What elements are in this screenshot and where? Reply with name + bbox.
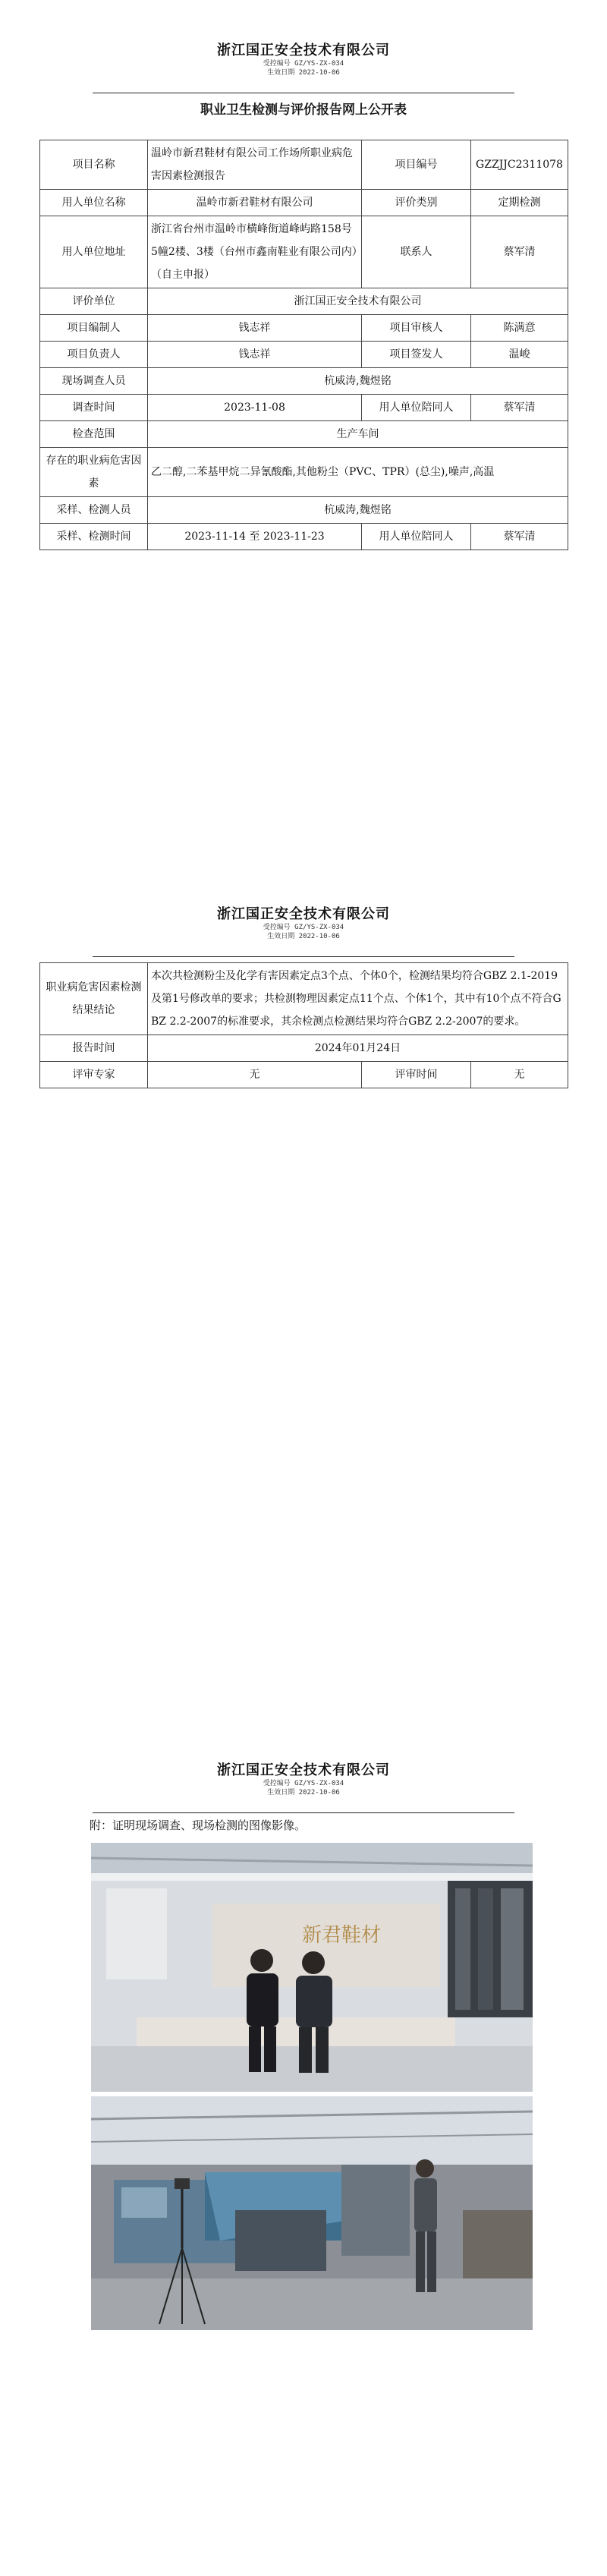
table-row <box>40 315 568 342</box>
table-row <box>40 395 568 421</box>
table-row <box>40 1062 568 1088</box>
site-inspection-photo-art <box>91 2096 533 2330</box>
cell-label: 评审专家 <box>40 1062 148 1088</box>
cell-label: 联系人 <box>362 216 471 288</box>
table-row <box>40 190 568 216</box>
shop-sign: 新君鞋材 <box>301 1924 382 1947</box>
cell-label: 存在的职业病危害因素 <box>40 448 148 497</box>
cell-label: 报告时间 <box>40 1035 148 1062</box>
site-inspection-photo <box>91 2096 533 2330</box>
evaluation-unit: 浙江国正安全技术有限公司 <box>148 288 568 315</box>
reviewer: 陈满意 <box>471 315 568 342</box>
effective-date: 生效日期 2022-10-06 <box>267 933 340 940</box>
table-row <box>40 497 568 524</box>
cell-label: 现场调查人员 <box>40 368 148 395</box>
cell-label: 项目负责人 <box>40 342 148 368</box>
company-name: 浙江国正安全技术有限公司 <box>217 43 390 58</box>
conclusion-table <box>39 962 568 1088</box>
project-number: GZZJJC2311078 <box>471 140 568 190</box>
cell-label: 用人单位名称 <box>40 190 148 216</box>
header-divider <box>93 956 514 957</box>
cell-label: 用人单位地址 <box>40 216 148 288</box>
company-name: 浙江国正安全技术有限公司 <box>217 906 390 922</box>
document-title: 职业卫生检测与评价报告网上公开表 <box>200 102 407 118</box>
company-name: 浙江国正安全技术有限公司 <box>217 1762 390 1778</box>
control-number: 受控编号 GZ/YS-ZX-034 <box>263 1780 344 1787</box>
project-leader: 钱志祥 <box>148 342 362 368</box>
cell-label: 调查时间 <box>40 395 148 421</box>
cell-label: 职业病危害因素检测结果结论 <box>40 963 148 1035</box>
table-row <box>40 216 568 288</box>
cell-label: 项目签发人 <box>362 342 471 368</box>
cell-label: 项目审核人 <box>362 315 471 342</box>
table-row <box>40 140 568 190</box>
effective-date: 生效日期 2022-10-06 <box>267 69 340 77</box>
table-row <box>40 368 568 395</box>
effective-date: 生效日期 2022-10-06 <box>267 1789 340 1797</box>
cell-label: 采样、检测时间 <box>40 524 148 550</box>
table-row <box>40 342 568 368</box>
employer-name: 温岭市新君鞋材有限公司 <box>148 190 362 216</box>
employer-address: 浙江省台州市温岭市横峰街道峰屿路158号5幢2楼、3楼（台州市鑫南鞋业有限公司内）（自主申报） <box>148 216 362 288</box>
hazard-factors: 乙二醇,二苯基甲烷二异氰酸酯,其他粉尘（PVC、TPR）(总尘),噪声,高温 <box>148 448 568 497</box>
page-header <box>0 903 607 941</box>
attachment-caption: 附：证明现场调查、现场检测的图像影像。 <box>90 1819 307 1832</box>
cell-label: 用人单位陪同人 <box>362 395 471 421</box>
review-expert: 无 <box>148 1062 362 1088</box>
cell-label: 评价类别 <box>362 190 471 216</box>
site-survey-photo-art <box>91 1843 533 2092</box>
table-row <box>40 448 568 497</box>
table-row <box>40 421 568 448</box>
sampling-time: 2023-11-14 至 2023-11-23 <box>148 524 362 550</box>
companion: 蔡军清 <box>471 524 568 550</box>
table-row <box>40 963 568 1035</box>
surveyors: 杭威涛,魏煜铭 <box>148 368 568 395</box>
review-time: 无 <box>471 1062 568 1088</box>
survey-time: 2023-11-08 <box>148 395 362 421</box>
cell-label: 采样、检测人员 <box>40 497 148 524</box>
table-row <box>40 288 568 315</box>
site-survey-photo <box>91 1843 533 2092</box>
table-row <box>40 1035 568 1062</box>
table-row <box>40 524 568 550</box>
cell-label: 检查范围 <box>40 421 148 448</box>
header-divider <box>93 1812 514 1813</box>
page-header <box>0 1759 607 1797</box>
evaluation-type: 定期检测 <box>471 190 568 216</box>
compiler: 钱志祥 <box>148 315 362 342</box>
cell-label: 项目编制人 <box>40 315 148 342</box>
contact-person: 蔡军清 <box>471 216 568 288</box>
cell-label: 用人单位陪同人 <box>362 524 471 550</box>
samplers: 杭威涛,魏煜铭 <box>148 497 568 524</box>
cell-label: 评价单位 <box>40 288 148 315</box>
cell-label: 评审时间 <box>362 1062 471 1088</box>
cell-label: 项目名称 <box>40 140 148 190</box>
control-number: 受控编号 GZ/YS-ZX-034 <box>263 924 344 931</box>
control-number: 受控编号 GZ/YS-ZX-034 <box>263 60 344 68</box>
inspection-scope: 生产车间 <box>148 421 568 448</box>
companion: 蔡军清 <box>471 395 568 421</box>
cell-label: 项目编号 <box>362 140 471 190</box>
report-info-table <box>39 140 568 550</box>
detection-conclusion: 本次共检测粉尘及化学有害因素定点3个点、个体0个，检测结果均符合GBZ 2.1-2019及第1号修改单的要求；共检测物理因素定点11个点、个体1个，其中有10个点不符合GBZ 2.2-2007的标准要求，其余检测点检测结果均符合GBZ 2.2-2007的要求。 <box>148 963 568 1035</box>
issuer: 温峻 <box>471 342 568 368</box>
report-time: 2024年01月24日 <box>148 1035 568 1062</box>
project-name: 温岭市新君鞋材有限公司工作场所职业病危害因素检测报告 <box>148 140 362 190</box>
page-header <box>0 39 607 77</box>
